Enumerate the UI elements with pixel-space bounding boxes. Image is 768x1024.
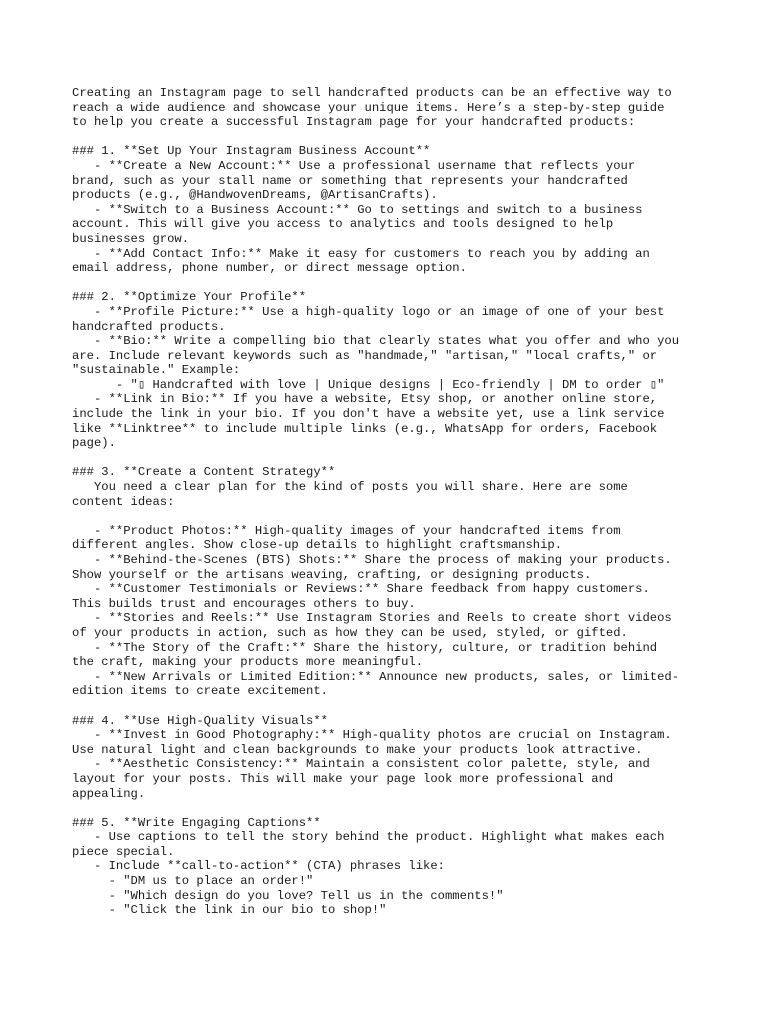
text-line: piece special. (72, 844, 175, 859)
bullet-line: - **New Arrivals or Limited Edition:** Announce new products, sales, or limited- (72, 669, 680, 684)
text-line: handcrafted products. (72, 319, 226, 334)
bullet-line: - "DM us to place an order!" (72, 874, 314, 889)
bullet-line: - "▯ Handcrafted with love | Unique designs | Eco-friendly | DM to order ▯" (72, 377, 665, 392)
bullet-line: - Include **call-to-action** (CTA) phrases like: (72, 859, 445, 874)
text-line: Show yourself or the artisans weaving, crafting, or designing products. (72, 567, 592, 582)
bullet-line: - **Profile Picture:** Use a high-quality logo or an image of one of your best (72, 304, 665, 319)
text-line: page). (72, 436, 116, 451)
text-line: brand, such as your stall name or something that represents your handcrafted (72, 173, 628, 188)
text-line: businesses grow. (72, 231, 190, 246)
section-heading: ### 1. **Set Up Your Instagram Business Account** (72, 144, 431, 159)
bullet-line: - Use captions to tell the story behind the product. Highlight what makes each (72, 830, 665, 845)
bullet-line: - **Bio:** Write a compelling bio that clearly states what you offer and who you (72, 334, 680, 349)
bullet-line: - "Click the link in our bio to shop!" (72, 903, 387, 918)
bullet-line: - **Behind-the-Scenes (BTS) Shots:** Share the process of making your products. (72, 553, 672, 567)
text-line: content ideas: (72, 494, 175, 509)
bullet-line: - **Create a New Account:** Use a professional username that reflects your (72, 158, 636, 173)
blank-line (72, 801, 712, 816)
text-line: edition items to create excitement. (72, 684, 328, 699)
text-line: email address, phone number, or direct message option. (72, 261, 467, 276)
bullet-line: - **The Story of the Craft:** Share the history, culture, or tradition behind (72, 640, 658, 655)
bullet-line: - **Aesthetic Consistency:** Maintain a consistent color palette, style, and (72, 757, 650, 772)
document-page (72, 86, 712, 918)
bullet-line: - **Switch to a Business Account:** Go to settings and switch to a business (72, 202, 643, 217)
text-line: appealing. (72, 786, 146, 801)
text-line: layout for your posts. This will make your page look more professional and (72, 771, 614, 786)
bullet-line: - "Which design do you love? Tell us in the comments!" (72, 888, 504, 903)
blank-line (72, 451, 712, 466)
section-heading: ### 4. **Use High-Quality Visuals** (72, 713, 328, 728)
text-line: products (e.g., @HandwovenDreams, @ArtisanCrafts). (72, 188, 438, 203)
text-line: like **Linktree** to include multiple links (e.g., WhatsApp for orders, Facebook (72, 421, 658, 436)
section-heading: ### 5. **Write Engaging Captions** (72, 815, 321, 830)
blank-line (72, 699, 712, 714)
blank-line (72, 130, 712, 145)
text-line: to help you create a successful Instagram page for your handcrafted products: (72, 115, 636, 130)
text-line: include the link in your bio. If you don't have a website yet, use a link service (72, 407, 665, 422)
text-line: This builds trust and encourages others to buy. (72, 596, 416, 611)
text-line: of your products in action, such as how they can be used, styled, or gifted. (72, 625, 628, 640)
text-line: You need a clear plan for the kind of posts you will share. Here are some (72, 480, 628, 495)
text-line: the craft, making your products more meaningful. (72, 655, 424, 670)
text-line: different angles. Show close-up details to highlight craftsmanship. (72, 538, 563, 553)
text-line: are. Include relevant keywords such as "handmade," "artisan," "local crafts," or (72, 348, 658, 363)
text-line: Use natural light and clean backgrounds to make your products look attractive. (72, 742, 643, 757)
bullet-line: - **Link in Bio:** If you have a website, Etsy shop, or another online store, (72, 392, 658, 407)
text-line: account. This will give you access to analytics and tools designed to help (72, 217, 614, 232)
text-line: reach a wide audience and showcase your unique items. Here’s a step-by-step guide (72, 100, 665, 115)
text-line: Creating an Instagram page to sell handcrafted products can be an effective way to (72, 86, 672, 100)
bullet-line: - **Product Photos:** High-quality images of your handcrafted items from (72, 523, 621, 538)
blank-line (72, 509, 712, 524)
bullet-line: - **Add Contact Info:** Make it easy for customers to reach you by adding an (72, 246, 650, 261)
bullet-line: - **Invest in Good Photography:** High-quality photos are crucial on Instagram. (72, 728, 672, 743)
text-line: "sustainable." Example: (72, 363, 241, 378)
blank-line (72, 276, 712, 291)
bullet-line: - **Customer Testimonials or Reviews:** Share feedback from happy customers. (72, 582, 650, 597)
bullet-line: - **Stories and Reels:** Use Instagram Stories and Reels to create short videos (72, 611, 672, 626)
section-heading: ### 2. **Optimize Your Profile** (72, 290, 307, 305)
section-heading: ### 3. **Create a Content Strategy** (72, 465, 336, 480)
